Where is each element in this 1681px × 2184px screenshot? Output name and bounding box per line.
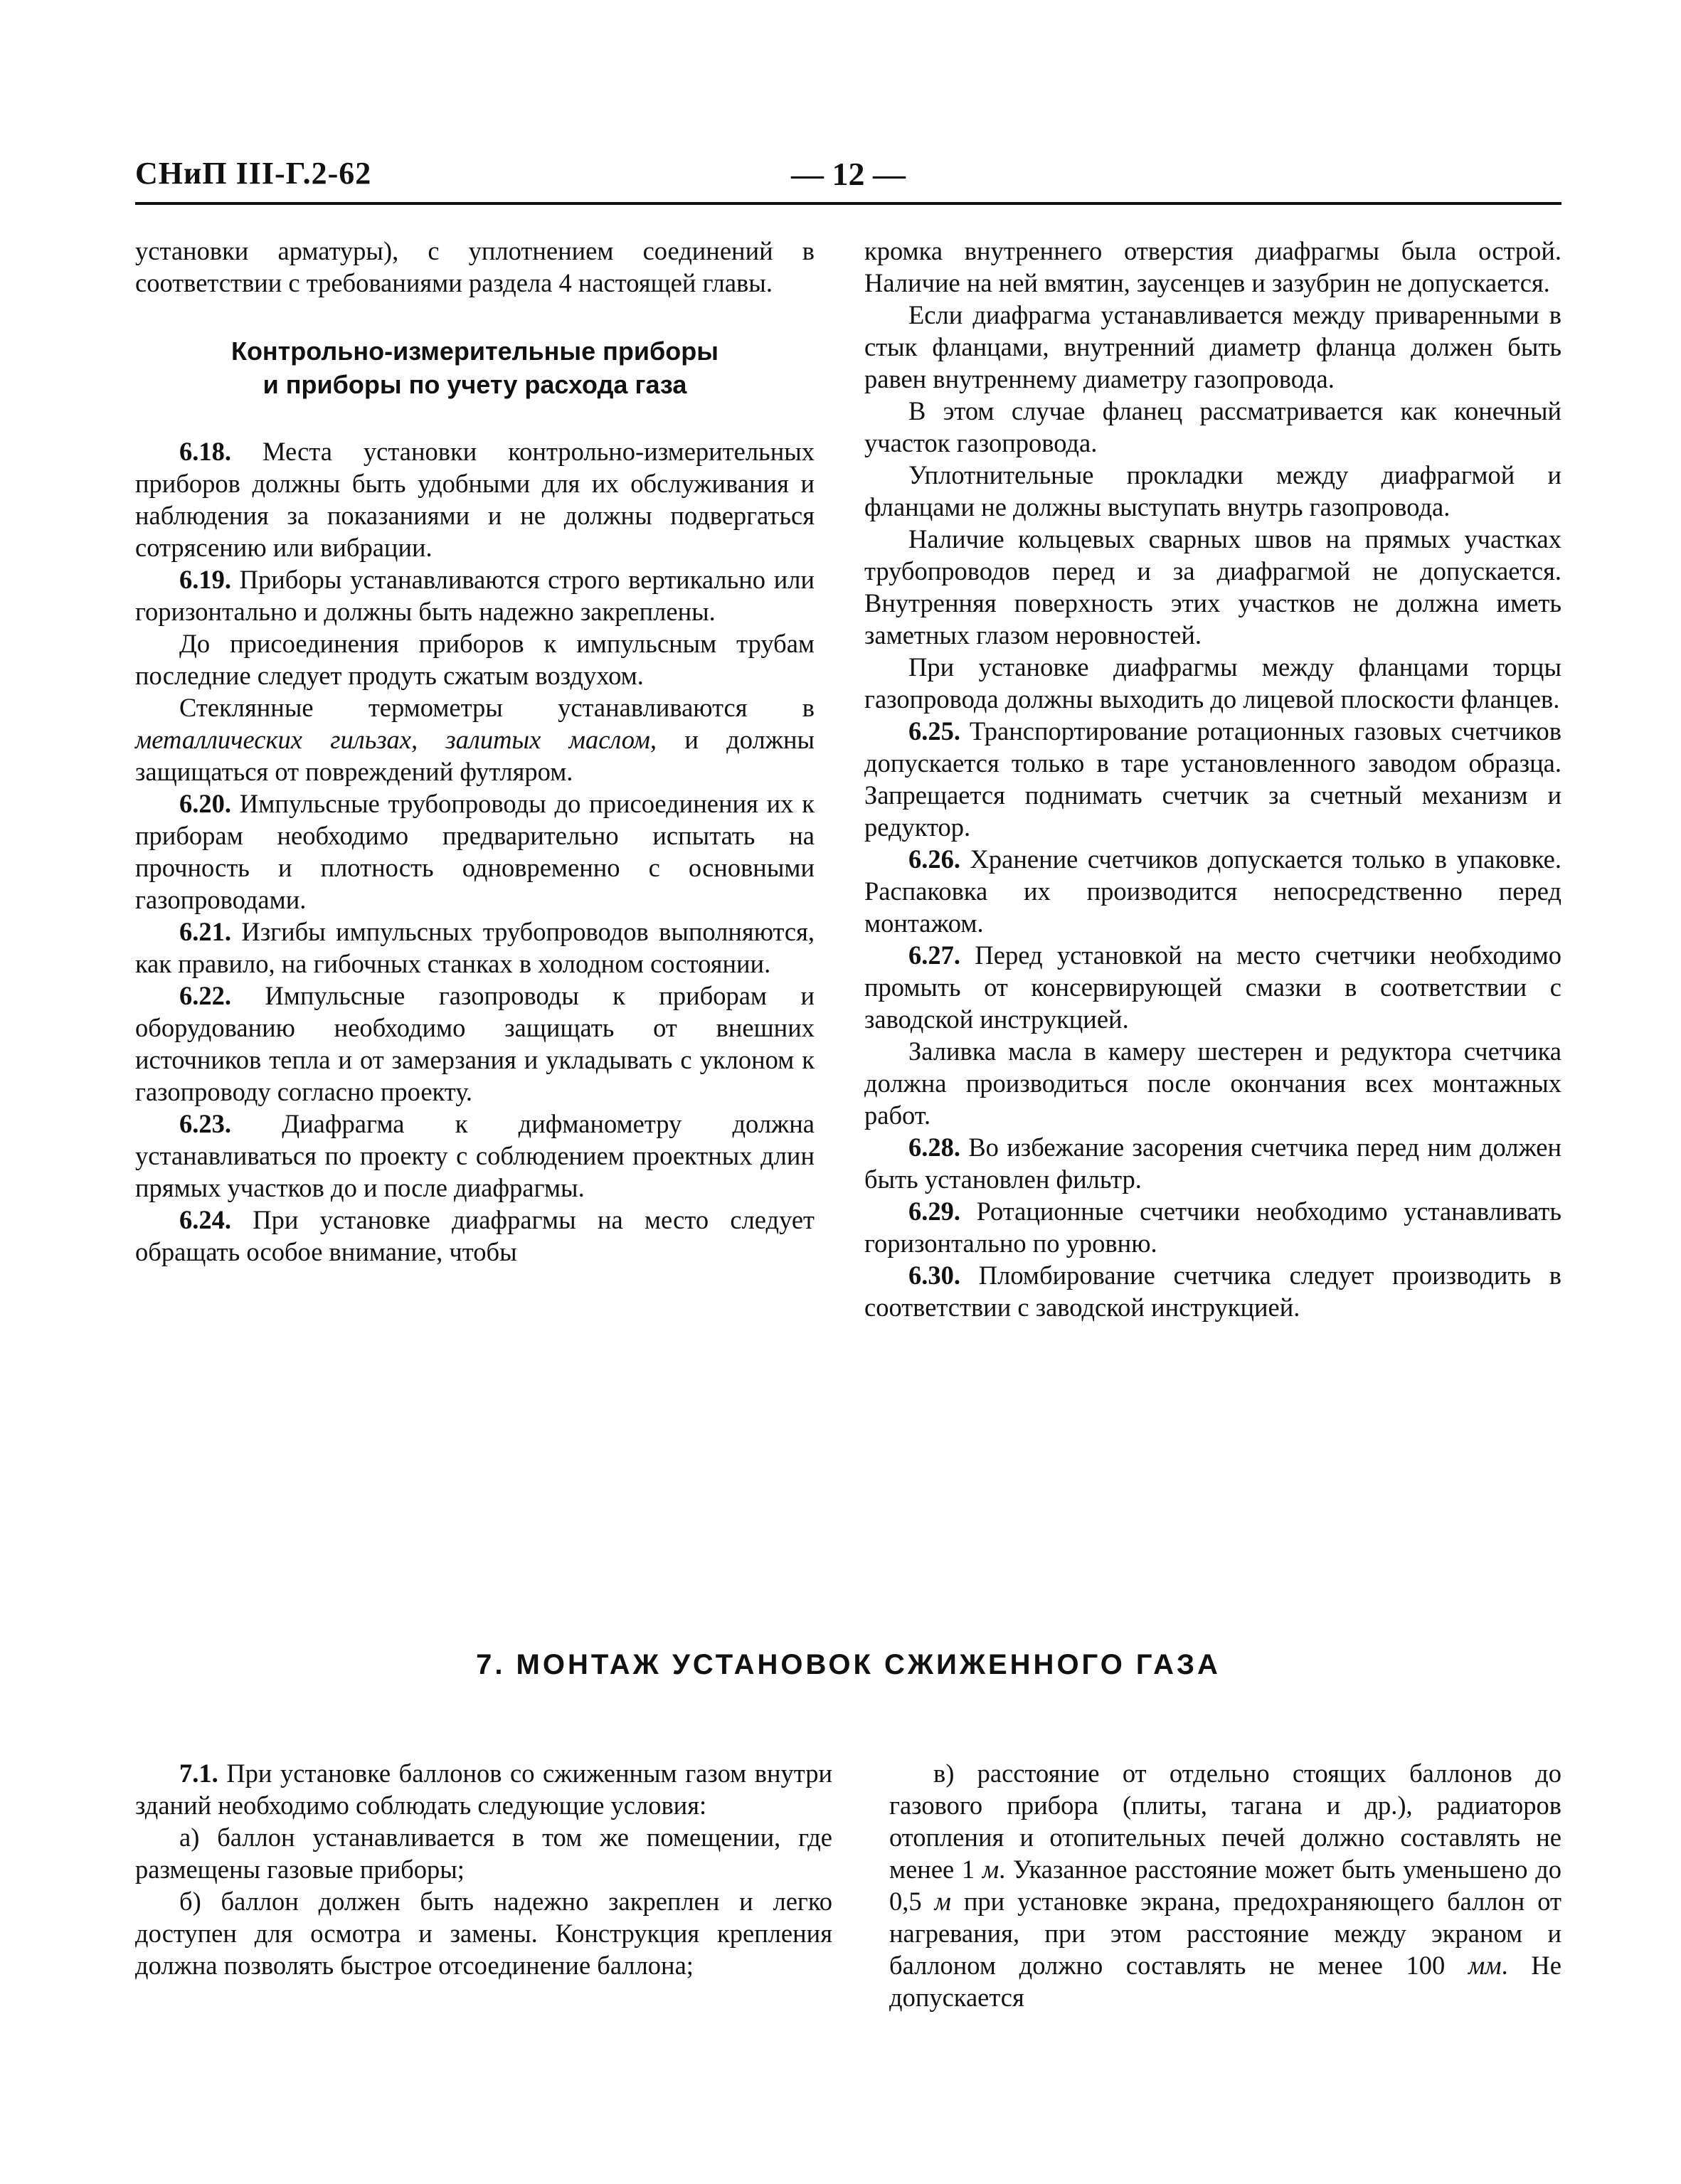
clause-number: 6.20. (179, 789, 231, 818)
left-column-top (135, 235, 815, 1268)
clause-number: 6.28. (908, 1133, 960, 1162)
paragraph-thermometers (135, 691, 815, 788)
paragraph: В этом случае фланец рассматривается как конечный участок газопровода. (864, 396, 1561, 457)
unit-text: мм (1468, 1951, 1502, 1980)
clause-6-30 (864, 1259, 1561, 1323)
clause-text: Пломбирование счетчика следует производить в соответствии с заводской инструкцией. (864, 1261, 1561, 1322)
clause-6-18 (135, 435, 815, 563)
text-span: . Указанное расстояние может быть уменьшено до 0,5 (889, 1855, 1562, 1916)
page-number: — 12 — (791, 156, 906, 192)
clause-number: 6.23. (179, 1109, 231, 1138)
list-item-v (889, 1757, 1561, 2013)
italic-text: металлических гильзах, залитых маслом, (135, 725, 657, 754)
subheading-line-2: и приборы по учету расхода газа (263, 370, 687, 399)
text-span: при установке экрана, предохраняющего баллон от нагревания, при этом расстояние между экраном и баллоном должно составлять не менее 100 (889, 1887, 1562, 1980)
clause-6-21 (135, 916, 815, 980)
right-column-bottom (889, 1757, 1561, 2013)
clause-number: 6.22. (179, 981, 231, 1010)
clause-6-20 (135, 788, 815, 916)
clause-text: Перед установкой на место счетчики необходимо промыть от консервирующей смазки в соответствии с заводской инструкцией. (864, 940, 1561, 1034)
clause-number: 6.18. (179, 437, 231, 466)
unit-text: м (982, 1855, 999, 1884)
clause-6-22 (135, 980, 815, 1108)
clause-text: Хранение счетчиков допускается только в упаковке. Распаковка их производится непосредственно перед монтажом. (864, 844, 1561, 938)
clause-number: 6.25. (908, 716, 960, 746)
clause-text: Изгибы импульсных трубопроводов выполняются, как правило, на гибочных станках в холодном состоянии. (135, 917, 815, 978)
clause-7-1 (135, 1757, 832, 1821)
page-header (135, 155, 1561, 198)
clause-text: Диафрагма к дифманометру должна устанавливаться по проекту с соблюдением проектных длин прямых участков до и после диафрагмы. (135, 1109, 815, 1202)
clause-6-23 (135, 1108, 815, 1204)
clause-text: Транспортирование ротационных газовых счетчиков допускается только в таре установленного заводом образца. Запрещается поднимать счетчик за счетный механизм и редуктор. (864, 716, 1561, 842)
clause-number: 6.30. (908, 1261, 960, 1290)
clause-6-19 (135, 563, 815, 627)
clause-text: Приборы устанавливаются строго вертикально или горизонтально и должны быть надежно закреплены. (135, 565, 815, 626)
clause-6-27 (864, 939, 1561, 1035)
paragraph: Наличие кольцевых сварных швов на прямых участках трубопроводов перед и за диафрагмой не допускается. Внутренняя поверхность этих участков не должна иметь заметных глазом неровностей. (864, 524, 1561, 650)
clause-number: 6.21. (179, 917, 231, 946)
clause-6-25 (864, 715, 1561, 843)
paragraph: При установке диафрагмы между фланцами торцы газопровода должны выходить до лицевой плоскости фланцев. (864, 652, 1561, 714)
unit-text: м (934, 1887, 951, 1916)
clause-number: 6.19. (179, 565, 231, 594)
clause-text: При установке диафрагмы на место следует обращать особое внимание, чтобы (135, 1205, 815, 1266)
clause-text: Импульсные газопроводы к приборам и оборудованию необходимо защищать от внешних источников тепла и от замерзания и укладывать с уклоном к газопроводу согласно проекту. (135, 981, 815, 1106)
right-column-top (864, 235, 1561, 1323)
text-span: . Не допускается (889, 1951, 1561, 2012)
paragraph: Уплотнительные прокладки между диафрагмой и фланцами не должны выступать внутрь газопровода. (864, 460, 1561, 521)
paragraph: Если диафрагма устанавливается между приваренными в стык фланцами, внутренний диаметр фланца должен быть равен внутреннему диаметру газопровода. (864, 300, 1561, 393)
clause-6-28 (864, 1131, 1561, 1195)
clause-6-26 (864, 843, 1561, 939)
clause-6-24 (135, 1204, 815, 1268)
subsection-heading (135, 334, 815, 401)
paragraph: Заливка масла в камеру шестерен и редуктора счетчика должна производиться после окончания всех монтажных работ. (864, 1037, 1561, 1130)
clause-number: 6.29. (908, 1197, 960, 1226)
text-span: Стеклянные термометры устанавливаются в (179, 693, 815, 722)
clause-number: 6.26. (908, 844, 960, 874)
clause-number: 7.1. (179, 1759, 218, 1788)
continued-paragraph: установки арматуры), с уплотнением соединений в соответствии с требованиями раздела 4 настоящей главы. (135, 236, 815, 297)
section-title: 7. МОНТАЖ УСТАНОВОК СЖИЖЕННОГО ГАЗА (476, 1649, 1221, 1680)
clause-text: При установке баллонов со сжиженным газом внутри зданий необходимо соблюдать следующие условия: (135, 1759, 832, 1820)
clause-text: Импульсные трубопроводы до присоединения их к приборам необходимо предварительно испытать на прочность и плотность одновременно с основными газопроводами. (135, 789, 815, 914)
clause-number: 6.24. (179, 1205, 231, 1234)
clause-6-29 (864, 1195, 1561, 1259)
continued-paragraph: кромка внутреннего отверстия диафрагмы была острой. Наличие на ней вмятин, заусенцев и зазубрин не допускается. (864, 236, 1561, 297)
header-divider (135, 202, 1561, 205)
clause-text: Во избежание засорения счетчика перед ним должен быть установлен фильтр. (864, 1133, 1561, 1194)
list-item-b: б) баллон должен быть надежно закреплен и легко доступен для осмотра и замены. Конструкция крепления должна позволять быстрое отсоединение баллона; (135, 1887, 832, 1980)
text-span: в) расстояние от отдельно стоящих баллонов до газового прибора (плиты, тагана и др.), радиаторов отопления и отопительных печей должно составлять не менее 1 (889, 1759, 1561, 1884)
text-span: и должны защищаться от повреждений футляром. (135, 725, 815, 786)
left-column-bottom (135, 1757, 832, 1981)
clause-text: Ротационные счетчики необходимо устанавливать горизонтально по уровню. (864, 1197, 1561, 1258)
clause-text: Места установки контрольно-измерительных приборов должны быть удобными для их обслуживания и наблюдения за показаниями и не должны подвергаться сотрясению или вибрации. (135, 437, 815, 562)
document-code: СНиП III-Г.2-62 (135, 156, 372, 191)
subheading-line-1: Контрольно-измерительные приборы (230, 336, 719, 366)
clause-number: 6.27. (908, 940, 960, 970)
paragraph: До присоединения приборов к импульсным трубам последние следует продуть сжатым воздухом. (135, 629, 815, 690)
list-item-a: а) баллон устанавливается в том же помещении, где размещены газовые приборы; (135, 1823, 832, 1884)
